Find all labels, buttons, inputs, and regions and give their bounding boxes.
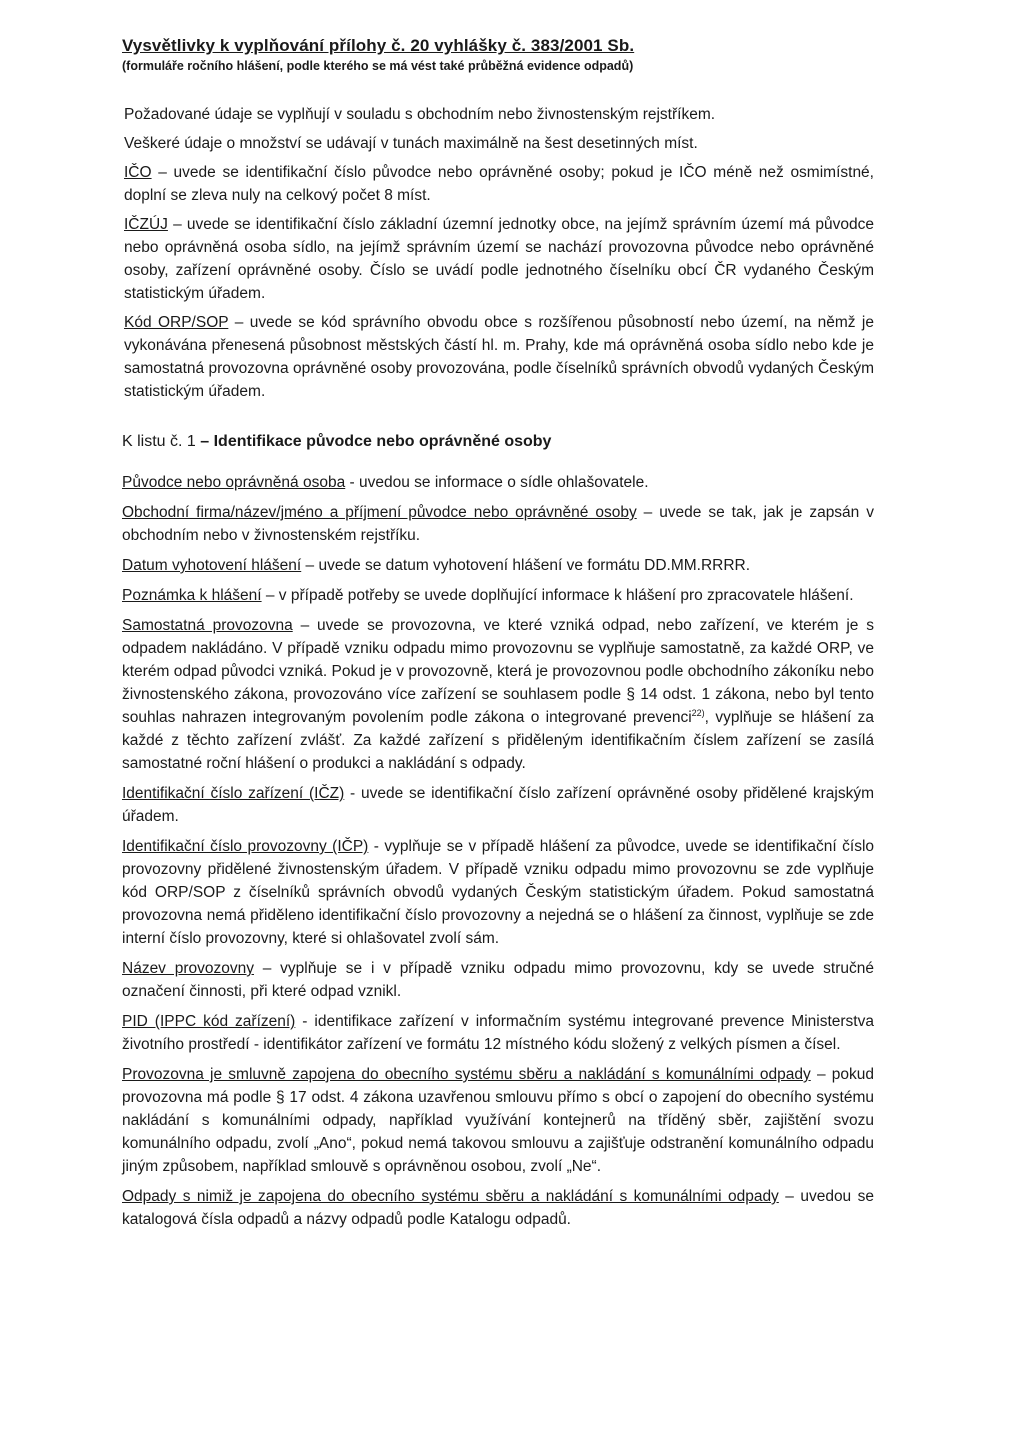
term-nazev-provozovny: Název provozovny: [122, 960, 254, 977]
term-description-cont: , vyplňuje se hlášení za každé z těchto zařízení zvlášť. Za každé zařízení s přiděleným identifikačním číslem zařízení se zasílá samostatné roční hlášení o produkci a nakládání s odpady.: [122, 709, 875, 772]
definition-item: [122, 614, 874, 775]
term-iczuj: IČZÚJ: [124, 216, 168, 233]
intro-paragraph: [124, 103, 874, 126]
term-datum-vyhotoveni: Datum vyhotovení hlášení: [122, 557, 302, 574]
term-description: – uvede se identifikační číslo základní územní jednotky obce, na jejímž správním území má původce nebo oprávněná osoba sídlo, na jejímž správním území se nachází provozovna původce nebo oprávněné osoby, zařízení oprávněné osoby. Číslo se uvádí podle jednotného číselníku obcí ČR vydaného Českým statistickým úřadem.: [124, 216, 874, 302]
term-ico: IČO: [124, 164, 152, 181]
intro-section: [122, 103, 874, 403]
definition-item: [122, 1185, 874, 1231]
term-description: - uvedou se informace o sídle ohlašovatele.: [345, 474, 649, 491]
intro-text: Požadované údaje se vyplňují v souladu s obchodním nebo živnostenským rejstříkem.: [124, 106, 716, 123]
intro-text: Veškeré údaje o množství se udávají v tunách maximálně na šest desetinných míst.: [124, 135, 698, 152]
term-description: - identifikace zařízení v informačním systému integrované prevence Ministerstva životního prostředí - identifikátor zařízení ve formátu 12 místného kódu složený z velkých písmen a čísel.: [122, 1013, 874, 1053]
document-subtitle: (formuláře ročního hlášení, podle kterého se má vést také průběžná evidence odpadů): [122, 59, 634, 73]
intro-paragraph: [124, 213, 874, 305]
intro-paragraph: [124, 311, 874, 403]
term-description: - uvede se identifikační číslo zařízení oprávněné osoby přidělené krajským úřadem.: [122, 785, 874, 825]
term-description: – uvede se provozovna, ve které vzniká odpad, nebo zařízení, ve kterém je s odpadem nakládáno. V případě vzniku odpadu mimo provozovnu se vyplňuje samostatně, za každé ORP, ve kterém odpad původci vzniká. Pokud je v provozovně, která je provozovnou podle obchodního zákoníku nebo živnostenského zákona, provozováno více zařízení se souhlasem podle § 14 odst. 1 zákona, nebo byl tento souhlas nahrazen integrovaným povolením podle zákona o integrované prevenci: [122, 617, 875, 726]
definition-item: [122, 1010, 874, 1056]
term-samostatna-provozovna: Samostatná provozovna: [122, 617, 293, 634]
definition-item: [122, 835, 874, 950]
term-description: – uvede se kód správního obvodu obce s rozšířenou působností nebo území, na němž je vykonávána přenesená působnost městských částí hl. m. Prahy, kde má oprávněná osoba sídlo nebo kde je samostatná provozovna oprávněné osoby provozována, podle číselníků správních obvodů vydaných Českým statistickým úřadem.: [124, 314, 874, 400]
term-obchodni-firma: Obchodní firma/název/jméno a příjmení původce nebo oprávněné osoby: [122, 504, 637, 521]
term-icp: Identifikační číslo provozovny (IČP): [122, 838, 369, 855]
footnote-ref: 22): [691, 707, 705, 718]
term-icz: Identifikační číslo zařízení (IČZ): [122, 785, 345, 802]
definition-list: [122, 471, 874, 1231]
term-odpady-zapojene: Odpady s nimiž je zapojena do obecního systému sběru a nakládání s komunálními odpady: [122, 1188, 779, 1205]
definition-item: [122, 1063, 874, 1178]
definition-item: [122, 782, 874, 828]
term-smluvne-zapojena: Provozovna je smluvně zapojena do obecního systému sběru a nakládání s komunálními odpady: [122, 1066, 811, 1083]
term-description: - vyplňuje se v případě hlášení za původce, uvede se identifikační číslo provozovny přidělené živnostenským úřadem. V případě vzniku odpadu mimo provozovnu se zde vyplňuje kód ORP/SOP z číselníků správních obvodů vydaných Českým statistickým úřadem. Pokud samostatná provozovna nemá přiděleno identifikační číslo provozovny a nejedná se o hlášení za činnost, vyplňuje se zde interní číslo provozovny, které si ohlašovatel zvolí sám.: [122, 838, 875, 947]
term-poznamka: Poznámka k hlášení: [122, 587, 262, 604]
term-description: – uvede se identifikační číslo původce nebo oprávněné osoby; pokud je IČO méně než osmimístné, doplní se zleva nuly na celkový počet 8 míst.: [124, 164, 874, 204]
term-description: – uvedou se katalogová čísla odpadů a názvy odpadů podle Katalogu odpadů.: [122, 1188, 874, 1228]
term-pid: PID (IPPC kód zařízení): [122, 1013, 296, 1030]
term-description: – uvede se tak, jak je zapsán v obchodním nebo v živnostenském rejstříku.: [122, 504, 874, 544]
intro-paragraph: [124, 132, 874, 155]
definition-item: [122, 584, 874, 607]
definition-item: [122, 957, 874, 1003]
definition-item: [122, 554, 874, 577]
section-label: K listu č. 1: [122, 433, 196, 450]
term-description: – uvede se datum vyhotovení hlášení ve formátu DD.MM.RRRR.: [301, 557, 751, 574]
term-description: – vyplňuje se i v případě vzniku odpadu mimo provozovnu, kdy se uvede stručné označení činnosti, při které odpad vznikl.: [122, 960, 874, 1000]
document-title: Vysvětlivky k vyplňování přílohy č. 20 vyhlášky č. 383/2001 Sb.: [122, 36, 635, 55]
term-puvodce: Původce nebo oprávněná osoba: [122, 474, 346, 491]
section-title: – Identifikace původce nebo oprávněné osoby: [195, 433, 552, 450]
definition-item: [122, 501, 874, 547]
term-description: – pokud provozovna má podle § 17 odst. 4 zákona uzavřenou smlouvu přímo s obcí o zapojení do obecního systému nakládání s komunálními odpady, například využívání kontejnerů na tříděný sběr, zajištění svozu komunálního odpadu, zvolí „Ano“, pokud nemá takovou smlouvu a zajišťuje odstranění komunálního odpadu jiným způsobem, například smlouvě s oprávněnou osobou, zvolí „Ne“.: [122, 1066, 874, 1175]
definition-item: [122, 471, 874, 494]
term-kod-orp-sop: Kód ORP/SOP: [124, 314, 229, 331]
term-description: – v případě potřeby se uvede doplňující informace k hlášení pro zpracovatele hlášení.: [261, 587, 854, 604]
intro-paragraph: [124, 161, 874, 207]
section-heading: [122, 433, 874, 451]
